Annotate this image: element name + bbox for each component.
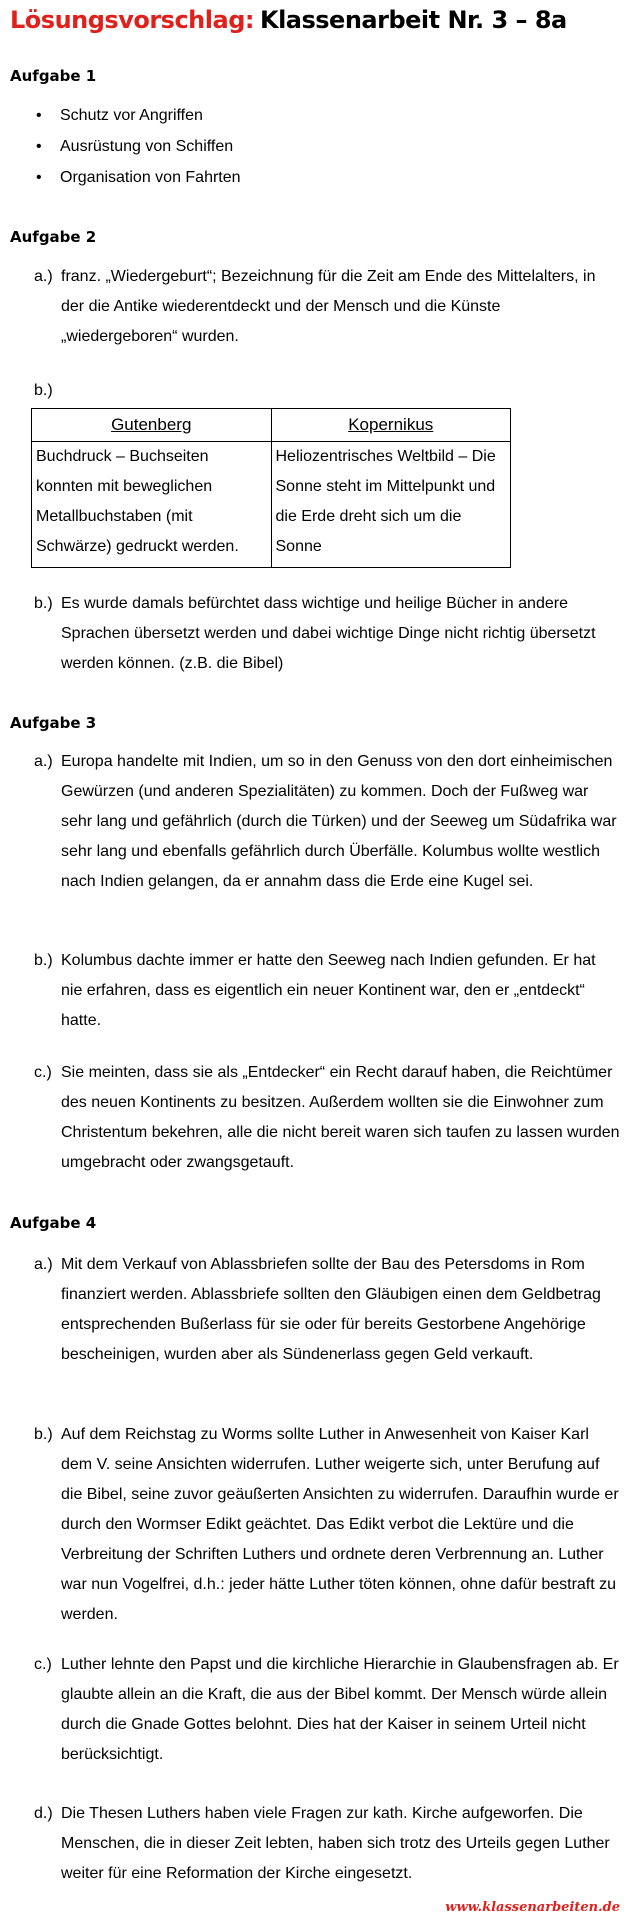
list-item: • Ausrüstung von Schiffen bbox=[36, 138, 234, 155]
table-row bbox=[32, 442, 511, 568]
heading-aufgabe-2: Aufgabe 2 bbox=[10, 228, 97, 246]
list-item: • Schutz vor Angriffen bbox=[36, 107, 203, 124]
page-title bbox=[10, 2, 567, 38]
title-exam-label: Klassenarbeit Nr. 3 – 8a bbox=[259, 6, 567, 34]
answer-3a: a.) Europa handelte mit Indien, um so in den Genuss von den dort einheimischen Gewürzen (und anderen Spezialitäten) zu kommen. Doch der Fußweg war sehr lang und gefährlich (durch die Türken) und der Seeweg um Südafrika war sehr lang und ebenfalls gefährlich durch Überfälle. Kolumbus wollte westlich nach Indien gelangen, da er annahm dass die Erde eine Kugel sei. bbox=[34, 753, 617, 890]
heading-aufgabe-3: Aufgabe 3 bbox=[10, 714, 97, 732]
heading-aufgabe-1: Aufgabe 1 bbox=[10, 67, 97, 85]
footer-website-link[interactable]: www.klassenarbeiten.de bbox=[445, 1900, 620, 1915]
title-solution-label: Lösungsvorschlag: bbox=[10, 6, 254, 34]
answer-4a: a.) Mit dem Verkauf von Ablassbriefen sollte der Bau des Petersdoms in Rom finanziert werden. Ablassbriefe sollten den Gläubigen einen dem Geldbetrag entsprechenden Bußerlass für sie oder für bereits Gestorbene Angehörige bescheinigen, wurden aber als Sündenerlass gegen Geld verkauft. bbox=[34, 1256, 601, 1363]
answer-2a: a.) franz. „Wiedergeburt“; Bezeichnung für die Zeit am Ende des Mittelalters, in der die Antike wiederentdeckt und der Mensch und die Künste „wiedergeboren“ wurden. bbox=[34, 268, 596, 345]
heading-aufgabe-4: Aufgabe 4 bbox=[10, 1214, 97, 1232]
answer-3c: c.) Sie meinten, dass sie als „Entdecker“ ein Recht darauf haben, die Reichtümer des neuen Kontinents zu besitzen. Außerdem wollten sie die Einwohner zum Christentum bekehren, alle die nicht bereit waren sich taufen zu lassen wurden umgebracht oder zwangsgetauft. bbox=[34, 1064, 620, 1171]
list-item: • Organisation von Fahrten bbox=[36, 169, 241, 186]
comparison-table bbox=[31, 408, 511, 568]
answer-2b-label: b.) bbox=[34, 382, 53, 399]
answer-2b: b.) Es wurde damals befürchtet dass wichtige und heilige Bücher in andere Sprachen übersetzt werden und dabei wichtige Dinge nicht richtig übersetzt werden können. (z.B. die Bibel) bbox=[34, 595, 596, 672]
table-header-kopernikus: Kopernikus bbox=[271, 409, 511, 442]
answer-4d: d.) Die Thesen Luthers haben viele Fragen zur kath. Kirche aufgeworfen. Die Menschen, die in dieser Zeit lebten, haben sich trotz des Urteils gegen Luther weiter für eine Reformation der Kirche eingesetzt. bbox=[34, 1805, 610, 1882]
answer-4b: b.) Auf dem Reichstag zu Worms sollte Luther in Anwesenheit von Kaiser Karl dem V. seine Ansichten widerrufen. Luther weigerte sich, unter Berufung auf die Bibel, seine zuvor geäußerten Ansichten zu widerrufen. Daraufhin wurde er durch den Wormser Edikt geächtet. Das Edikt verbot die Lektüre und die Verbreitung der Schriften Luthers und ordnete deren Verbrennung an. Luther war nun Vogelfrei, d.h.: jeder hätte Luther töten können, ohne dafür bestraft zu werden. bbox=[34, 1426, 619, 1623]
answer-4c: c.) Luther lehnte den Papst und die kirchliche Hierarchie in Glaubensfragen ab. Er glaubte allein an die Kraft, die aus der Bibel kommt. Der Mensch würde allein durch die Gnade Gottes belohnt. Dies hat der Kaiser in seinem Urteil nicht berücksichtigt. bbox=[34, 1656, 619, 1763]
table-header-gutenberg: Gutenberg bbox=[32, 409, 272, 442]
table-cell-gutenberg: Buchdruck – Buchseiten konnten mit beweglichen Metallbuchstaben (mit Schwärze) gedruckt werden. bbox=[32, 442, 272, 568]
table-cell-kopernikus: Heliozentrisches Weltbild – Die Sonne steht im Mittelpunkt und die Erde dreht sich um die Sonne bbox=[271, 442, 511, 568]
answer-3b: b.) Kolumbus dachte immer er hatte den Seeweg nach Indien gefunden. Er hat nie erfahren, dass es eigentlich ein neuer Kontinent war, den er „entdeckt“ hatte. bbox=[34, 952, 596, 1029]
